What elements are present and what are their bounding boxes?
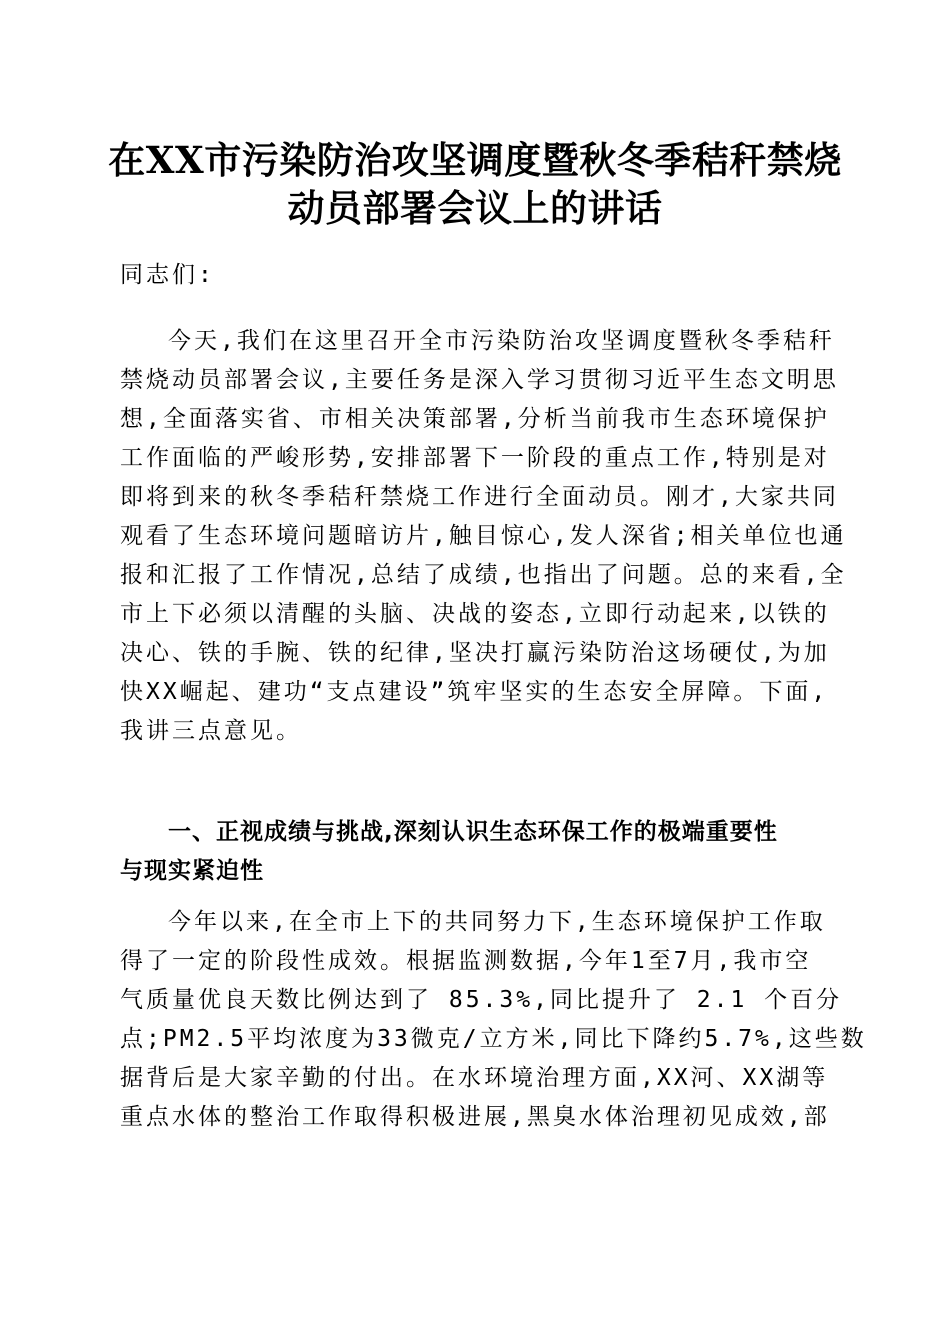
paragraph-line: 市上下必须以清醒的头脑、决战的姿态,立即行动起来,以铁的 bbox=[120, 601, 830, 627]
paragraph-line: 得了一定的阶段性成效。根据监测数据,今年1至7月,我市空 bbox=[120, 948, 812, 974]
paragraph-line: 即将到来的秋冬季秸秆禁烧工作进行全面动员。刚才,大家共同 bbox=[120, 484, 839, 510]
paragraph-line: 快XX崛起、建功“支点建设”筑牢坚实的生态安全屏障。下面, bbox=[120, 679, 829, 705]
paragraph-line: 决心、铁的手腕、铁的纪律,坚决打赢污染防治这场硬仗,为加 bbox=[120, 640, 830, 666]
heading-line: 与现实紧迫性 bbox=[120, 858, 264, 884]
paragraph-line: 据背后是大家辛勤的付出。在水环境治理方面,XX河、XX湖等 bbox=[120, 1065, 829, 1091]
paragraph-line: 报和汇报了工作情况,总结了成绩,也指出了问题。总的来看,全 bbox=[120, 562, 847, 588]
paragraph-opening bbox=[120, 322, 847, 751]
paragraph-line: 观看了生态环境问题暗访片,触目惊心,发人深省;相关单位也通 bbox=[120, 523, 847, 549]
paragraph-line: 重点水体的整治工作取得积极进展,黑臭水体治理初见成效,部 bbox=[120, 1104, 830, 1130]
paragraph-line: 今天,我们在这里召开全市污染防治攻坚调度暨秋冬季秸秆 bbox=[168, 328, 835, 354]
heading-line: 一、正视成绩与挑战,深刻认识生态环保工作的极端重要性 bbox=[168, 819, 778, 845]
paragraph-line: 想,全面落实省、市相关决策部署,分析当前我市生态环境保护 bbox=[120, 406, 830, 432]
title-line-1: 在XX市污染防治攻坚调度暨秋冬季秸秆禁烧 bbox=[108, 138, 842, 182]
paragraph-line: 点;PM2.5平均浓度为33微克/立方米,同比下降约5.7%,这些数 bbox=[120, 1026, 867, 1052]
salutation bbox=[120, 256, 832, 295]
paragraph-line: 工作面临的严峻形势,安排部署下一阶段的重点工作,特别是对 bbox=[120, 445, 830, 471]
paragraph-line: 今年以来,在全市上下的共同努力下,生态环境保护工作取 bbox=[168, 909, 826, 935]
paragraph-line: 我讲三点意见。 bbox=[120, 718, 302, 744]
paragraph-achievements bbox=[120, 903, 867, 1137]
salutation-text: 同志们: bbox=[120, 262, 215, 288]
paragraph-line: 气质量优良天数比例达到了 85.3%,同比提升了 2.1 个百分 bbox=[120, 987, 843, 1013]
title-line-2: 动员部署会议上的讲话 bbox=[287, 186, 663, 230]
paragraph-line: 禁烧动员部署会议,主要任务是深入学习贯彻习近平生态文明思 bbox=[120, 367, 839, 393]
section-heading-1 bbox=[120, 813, 832, 891]
document-title bbox=[60, 136, 890, 232]
